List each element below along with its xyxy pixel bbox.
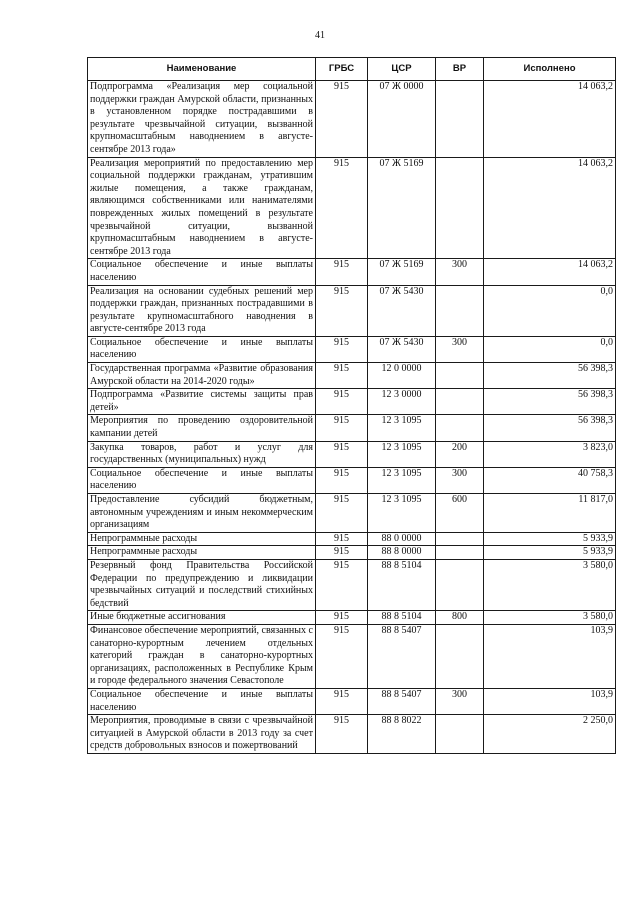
row-executed: 40 758,3 — [484, 467, 616, 493]
row-grbs: 915 — [316, 389, 368, 415]
row-csr: 12 3 1095 — [368, 441, 436, 467]
row-csr: 12 3 1095 — [368, 467, 436, 493]
row-grbs: 915 — [316, 415, 368, 441]
row-vr — [436, 389, 484, 415]
row-vr — [436, 81, 484, 158]
row-csr: 88 8 8022 — [368, 715, 436, 754]
table-body — [88, 81, 616, 754]
row-executed: 2 250,0 — [484, 715, 616, 754]
row-name: Социальное обеспечение и иные выплаты населению — [88, 688, 316, 714]
row-executed: 103,9 — [484, 688, 616, 714]
row-csr: 07 Ж 5430 — [368, 336, 436, 362]
row-csr: 12 3 0000 — [368, 389, 436, 415]
row-name: Мероприятия, проводимые в связи с чрезвычайной ситуацией в Амурской области в 2013 году за счет средств добровольных взносов и пожертвований — [88, 715, 316, 754]
row-vr: 300 — [436, 336, 484, 362]
row-executed: 3 823,0 — [484, 441, 616, 467]
table-row — [88, 157, 616, 259]
table-row — [88, 532, 616, 546]
row-grbs: 915 — [316, 157, 368, 259]
table-row — [88, 688, 616, 714]
row-grbs: 915 — [316, 285, 368, 336]
row-csr: 88 0 0000 — [368, 532, 436, 546]
row-grbs: 915 — [316, 624, 368, 688]
header-vr: ВР — [436, 58, 484, 81]
table-row — [88, 389, 616, 415]
row-csr: 12 0 0000 — [368, 363, 436, 389]
row-executed: 56 398,3 — [484, 389, 616, 415]
table-row — [88, 467, 616, 493]
row-grbs: 915 — [316, 81, 368, 158]
row-vr — [436, 624, 484, 688]
table-row — [88, 336, 616, 362]
row-name: Социальное обеспечение и иные выплаты населению — [88, 336, 316, 362]
row-csr: 88 8 5407 — [368, 624, 436, 688]
row-csr: 88 8 0000 — [368, 546, 436, 560]
row-csr: 07 Ж 5169 — [368, 259, 436, 285]
header-csr: ЦСР — [368, 58, 436, 81]
table-row — [88, 715, 616, 754]
row-grbs: 915 — [316, 363, 368, 389]
table-row — [88, 415, 616, 441]
table-row — [88, 81, 616, 158]
row-executed: 11 817,0 — [484, 494, 616, 533]
row-grbs: 915 — [316, 532, 368, 546]
row-csr: 07 Ж 5169 — [368, 157, 436, 259]
row-grbs: 915 — [316, 494, 368, 533]
row-grbs: 915 — [316, 688, 368, 714]
header-name: Наименование — [88, 58, 316, 81]
table-row — [88, 546, 616, 560]
row-name: Реализация мероприятий по предоставлению мер социальной поддержки гражданам, утратившим жилые помещения, а также гражданам, являющимся собственниками или нанимателями поврежденных жилых помещений в результате чрезвычайной ситуации, вызванной крупномасштабным наводнением в августе-сентябре 2013 года — [88, 157, 316, 259]
row-executed: 5 933,9 — [484, 546, 616, 560]
row-vr: 600 — [436, 494, 484, 533]
row-name: Предоставление субсидий бюджетным, автономным учреждениям и иным некоммерческим организациям — [88, 494, 316, 533]
row-vr: 300 — [436, 259, 484, 285]
row-executed: 56 398,3 — [484, 415, 616, 441]
row-grbs: 915 — [316, 259, 368, 285]
row-name: Социальное обеспечение и иные выплаты населению — [88, 259, 316, 285]
row-vr: 300 — [436, 688, 484, 714]
row-grbs: 915 — [316, 546, 368, 560]
row-csr: 12 3 1095 — [368, 415, 436, 441]
row-vr — [436, 363, 484, 389]
row-vr — [436, 157, 484, 259]
row-grbs: 915 — [316, 715, 368, 754]
row-name: Реализация на основании судебных решений мер поддержки граждан, признанных пострадавшими в результате крупномасштабного наводнения в августе-сентябре 2013 года — [88, 285, 316, 336]
table-row — [88, 494, 616, 533]
row-csr: 07 Ж 5430 — [368, 285, 436, 336]
page-number: 41 — [315, 30, 325, 41]
row-name: Мероприятия по проведению оздоровительной кампании детей — [88, 415, 316, 441]
budget-table — [87, 57, 616, 754]
row-vr: 200 — [436, 441, 484, 467]
row-name: Подпрограмма «Развитие системы защиты прав детей» — [88, 389, 316, 415]
row-vr — [436, 559, 484, 610]
row-name: Социальное обеспечение и иные выплаты населению — [88, 467, 316, 493]
row-name: Финансовое обеспечение мероприятий, связанных с санаторно-курортным лечением отдельных категорий граждан в санаторно-курортных организациях, расположенных в Республике Крым и городе федерального значения Севастополе — [88, 624, 316, 688]
row-executed: 14 063,2 — [484, 157, 616, 259]
row-grbs: 915 — [316, 441, 368, 467]
row-executed: 5 933,9 — [484, 532, 616, 546]
row-csr: 88 8 5104 — [368, 611, 436, 625]
row-executed: 0,0 — [484, 285, 616, 336]
table-row — [88, 259, 616, 285]
row-name: Иные бюджетные ассигнования — [88, 611, 316, 625]
row-csr: 88 8 5104 — [368, 559, 436, 610]
row-executed: 3 580,0 — [484, 611, 616, 625]
row-grbs: 915 — [316, 336, 368, 362]
row-name: Резервный фонд Правительства Российской Федерации по предупреждению и ликвидации чрезвычайных ситуаций и последствий стихийных бедствий — [88, 559, 316, 610]
row-name: Государственная программа «Развитие образования Амурской области на 2014-2020 годы» — [88, 363, 316, 389]
row-grbs: 915 — [316, 467, 368, 493]
header-executed: Исполнено — [484, 58, 616, 81]
table-row — [88, 559, 616, 610]
row-executed: 3 580,0 — [484, 559, 616, 610]
row-csr: 88 8 5407 — [368, 688, 436, 714]
row-vr — [436, 285, 484, 336]
row-grbs: 915 — [316, 611, 368, 625]
row-csr: 12 3 1095 — [368, 494, 436, 533]
row-name: Непрограммные расходы — [88, 546, 316, 560]
row-name: Непрограммные расходы — [88, 532, 316, 546]
row-vr — [436, 715, 484, 754]
table-row — [88, 363, 616, 389]
row-executed: 0,0 — [484, 336, 616, 362]
header-row — [88, 58, 616, 81]
row-vr — [436, 415, 484, 441]
row-vr — [436, 546, 484, 560]
row-name: Подпрограмма «Реализация мер социальной поддержки граждан Амурской области, признанных в установленном порядке пострадавшими в результате чрезвычайной ситуации, вызванной крупномасштабным наводнением в августе-сентябре 2013 года» — [88, 81, 316, 158]
row-vr — [436, 532, 484, 546]
row-executed: 14 063,2 — [484, 81, 616, 158]
row-name: Закупка товаров, работ и услуг для государственных (муниципальных) нужд — [88, 441, 316, 467]
table-row — [88, 624, 616, 688]
row-csr: 07 Ж 0000 — [368, 81, 436, 158]
row-vr: 300 — [436, 467, 484, 493]
row-grbs: 915 — [316, 559, 368, 610]
header-grbs: ГРБС — [316, 58, 368, 81]
row-executed: 14 063,2 — [484, 259, 616, 285]
row-executed: 56 398,3 — [484, 363, 616, 389]
table-row — [88, 611, 616, 625]
row-executed: 103,9 — [484, 624, 616, 688]
table-row — [88, 441, 616, 467]
table-row — [88, 285, 616, 336]
row-vr: 800 — [436, 611, 484, 625]
